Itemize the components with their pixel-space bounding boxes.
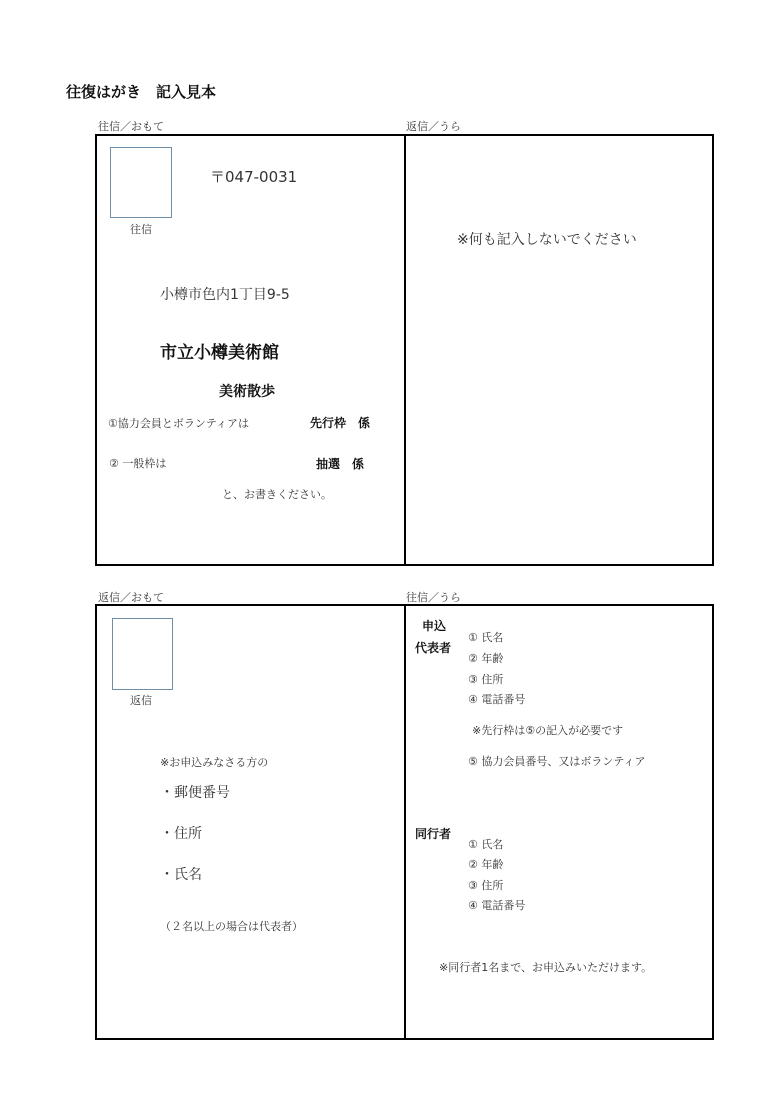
row-2-right: 抽選 係 [316,457,365,471]
priority-note: ※先行枠は⑤の記入が必要です [472,724,624,737]
reply-back-label: 返信／うら [406,120,461,133]
outgoing-front-label: 往信／おもて [98,120,164,133]
stamp-label: 返信 [130,694,152,707]
companion-item: ② 年齢 [468,858,504,871]
event-name: 美術散歩 [219,384,275,400]
recipient-name: 市立小樽美術館 [160,343,279,363]
row-2-left: ② 一般枠は [109,457,167,470]
item-postal-code: ・郵便番号 [160,785,230,801]
footnote: （２名以上の場合は代表者） [160,920,303,933]
applicant-item: ② 年齢 [468,652,504,665]
intro-text: ※お申込みなさる方の [160,756,269,769]
companion-item: ③ 住所 [468,879,504,892]
item-5: ⑤ 協力会員番号、又はボランティア [468,755,646,768]
applicant-item: ③ 住所 [468,673,504,686]
applicant-item: ① 氏名 [468,631,504,644]
stamp-box [112,618,173,690]
row-1-right: 先行枠 係 [310,416,371,430]
companion-note: ※同行者1名まで、お申込みいただけます。 [439,961,653,974]
companion-item: ① 氏名 [468,838,504,851]
applicant-item: ④ 電話番号 [468,693,526,706]
row-1-left: ①協力会員とボランティアは [108,417,249,430]
outgoing-back-label: 往信／うら [406,591,461,604]
item-name: ・氏名 [160,867,202,883]
address: 小樽市色内1丁目9-5 [160,287,290,303]
companion-item: ④ 電話番号 [468,899,526,912]
closing-text: と、お書きください。 [222,488,332,501]
companion-heading: 同行者 [415,827,452,841]
postal-code: 〒047-0031 [210,168,298,186]
page-title: 往復はがき 記入見本 [66,83,217,101]
applicant-heading-2: 代表者 [415,641,452,655]
applicant-heading-1: 申込 [422,619,447,633]
reply-back-card [404,134,714,566]
stamp-box [110,147,172,218]
stamp-label: 往信 [130,223,152,236]
reply-front-label: 返信／おもて [98,591,164,604]
item-address: ・住所 [160,826,202,842]
do-not-write-note: ※何も記入しないでください [457,232,637,248]
